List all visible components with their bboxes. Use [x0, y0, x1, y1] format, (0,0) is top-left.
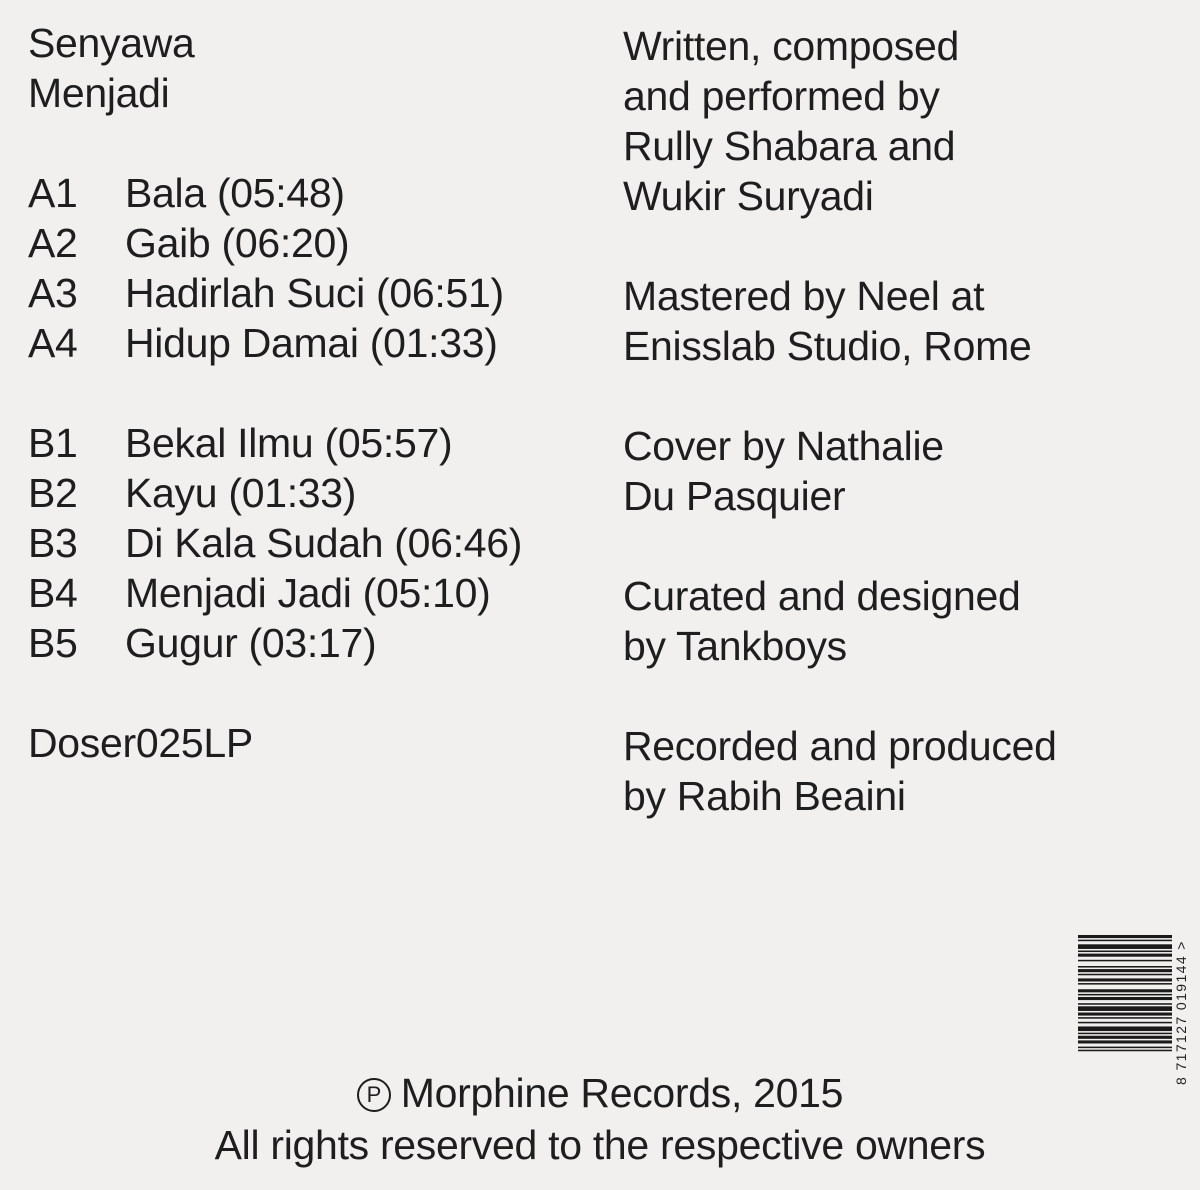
- track-number: A3: [28, 270, 78, 316]
- track-number: B3: [28, 520, 78, 566]
- copyright-line: [0, 1068, 1200, 1118]
- track-number: B1: [28, 420, 78, 466]
- phonogram-icon: P: [357, 1078, 391, 1112]
- album-title: Menjadi: [28, 70, 170, 116]
- label-copyright: Morphine Records, 2015: [400, 1070, 844, 1116]
- track-row: [28, 468, 588, 518]
- track-title: Hidup Damai (01:33): [125, 320, 498, 366]
- track-title: Bala (05:48): [125, 170, 345, 216]
- track-row: [28, 168, 588, 218]
- track-title: Menjadi Jadi (05:10): [125, 570, 491, 616]
- track-title: Hadirlah Suci (06:51): [125, 270, 504, 316]
- track-title: Bekal Ilmu (05:57): [125, 420, 453, 466]
- credit-line: Cover by Nathalie: [623, 423, 944, 469]
- track-row: [28, 518, 588, 568]
- track-title: Kayu (01:33): [125, 470, 357, 516]
- track-number: A4: [28, 320, 78, 366]
- track-number: B4: [28, 570, 78, 616]
- track-title: Gaib (06:20): [125, 220, 350, 266]
- credit-curated: [623, 571, 1183, 671]
- track-row: [28, 418, 588, 468]
- track-row: [28, 218, 588, 268]
- catalog-number: Doser025LP: [28, 720, 253, 766]
- credit-line: Written, composed: [623, 23, 959, 69]
- barcode-icon: [1078, 935, 1172, 1085]
- credit-line: Wukir Suryadi: [623, 173, 874, 219]
- tracklist-column: [28, 18, 588, 768]
- track-row: [28, 568, 588, 618]
- track-title: Di Kala Sudah (06:46): [125, 520, 523, 566]
- track-row: [28, 318, 588, 368]
- side-a-tracklist: [28, 168, 588, 368]
- credit-mastered: [623, 271, 1183, 371]
- track-number: B5: [28, 620, 78, 666]
- credit-line: Du Pasquier: [623, 473, 846, 519]
- credit-line: by Tankboys: [623, 623, 847, 669]
- credit-line: Curated and designed: [623, 573, 1021, 619]
- credit-line: Enisslab Studio, Rome: [623, 323, 1032, 369]
- credit-line: Mastered by Neel at: [623, 273, 985, 319]
- credit-line: Rully Shabara and: [623, 123, 956, 169]
- track-row: [28, 268, 588, 318]
- barcode-number: 8 717127 019144 >: [1173, 940, 1189, 1085]
- artist-name: Senyawa: [28, 20, 195, 66]
- track-number: A2: [28, 220, 78, 266]
- track-row: [28, 618, 588, 668]
- credit-line: by Rabih Beaini: [623, 773, 906, 819]
- track-title: Gugur (03:17): [125, 620, 377, 666]
- credit-written: [623, 21, 1183, 221]
- credit-recorded: [623, 721, 1183, 821]
- track-number: B2: [28, 470, 78, 516]
- rights-line: All rights reserved to the respective owners: [214, 1122, 986, 1168]
- track-number: A1: [28, 170, 78, 216]
- credits-column: [623, 21, 1183, 821]
- credit-cover: [623, 421, 1183, 521]
- credit-line: and performed by: [623, 73, 940, 119]
- side-b-tracklist: [28, 418, 588, 668]
- credit-line: Recorded and produced: [623, 723, 1057, 769]
